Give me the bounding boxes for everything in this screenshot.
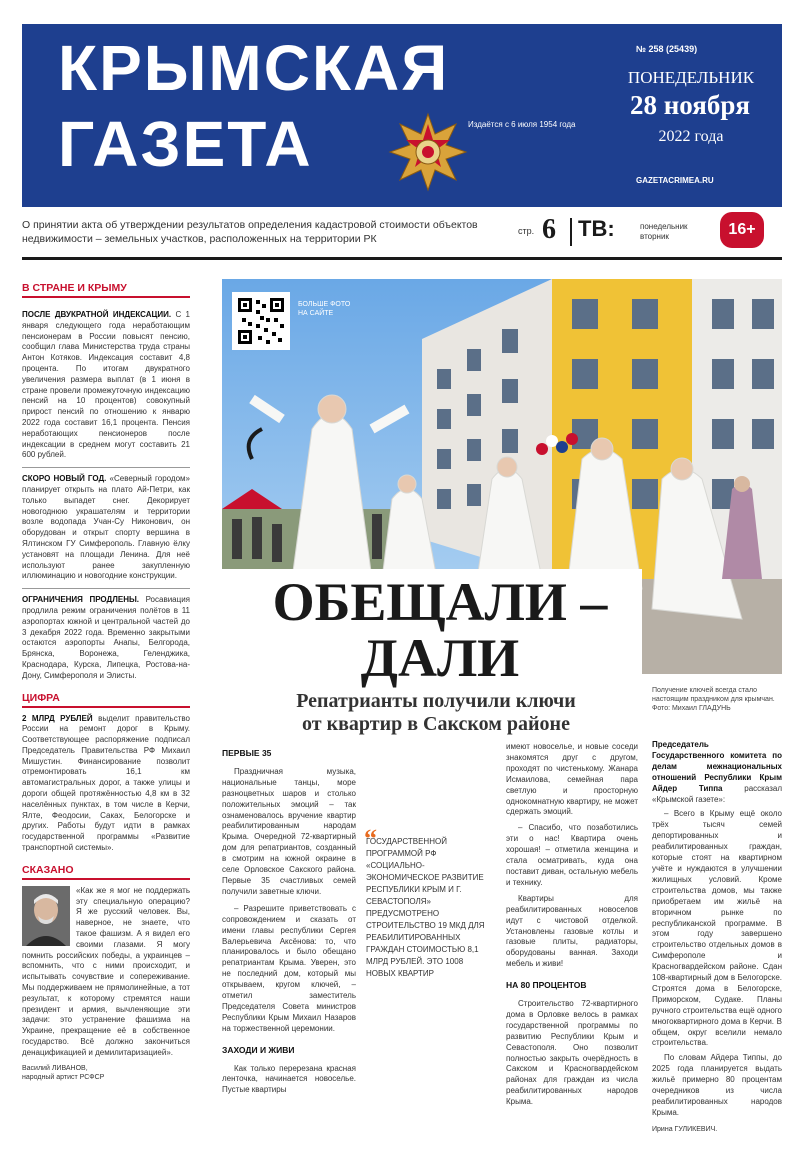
age-rating-badge: 16+ [720,212,764,248]
digit-text [22,714,190,854]
quote-author: Василий ЛИВАНОВ, [22,1064,88,1072]
paragraph: Квартиры для реабилитированных новоселов идут с чистовой отделкой. Установлены газовые котлы и газовые плиты, радиаторы, оборудованы ванная. Заходи мебель и живи! [506,893,638,969]
quote-mark-icon: “ [364,824,377,853]
teaser-divider [570,218,572,246]
photo-caption: Получение ключей всегда стало настоящим праздником для крымчан. Фото: Михаил ГЛАДУНЬ [652,687,775,712]
subheadline-line-1: Репатрианты получили ключи [296,690,576,712]
paragraph: Праздничная музыка, национальные танцы, море разноцветных шаров и столько положительных эмоций – так ознаменовалось вручение квартир реабилитированным народам Крыма. Очередной 72-квартирный дом для репатриантов, созданный в смотрим на южной окраине в селе Орловское Сакского района. Первые 35 счастливых семей получили заветные ключи. [222,766,356,896]
article-author: Ирина ГУЛИКЕВИЧ. [652,1125,718,1133]
paragraph: – Спасибо, что позаботились эти о нас! Квартира очень хорошая! – отметила женщина и стала осматривать, куда она поставит диван, остальную мебель и технику. [506,823,638,887]
pull-quote: ГОСУДАРСТВЕННОЙ ПРОГРАММОЙ РФ «СОЦИАЛЬНО-ЭКОНОМИЧЕСКОЕ РАЗВИТИЕ РЕСПУБЛИКИ КРЫМ И Г. СЕВАСТОПОЛЯ» ПРЕДУСМОТРЕНО СТРОИТЕЛЬСТВО 19 МКД ДЛЯ РЕАБИЛИТИРОВАННЫХ ГРАЖДАН СТОИМОСТЬЮ 8,1 МЛРД РУБЛЕЙ. ЭТО 1008 НОВЫХ КВАРТИР [366,837,485,978]
teaser-page-label: стр. [518,226,535,236]
paragraph: имеют новоселье, и новые соседи знакомятся друг с другом, проходят по чистенькому. Жанара Исмаилова, семейная пара светлую и просторную однокомнатную квартиру, не может сдержать эмоций. [506,742,638,817]
order-emblem-icon [388,112,468,192]
sidebar [22,282,190,1082]
tv-label[interactable]: ТВ: [578,216,615,241]
quote-role: народный артист РСФСР [22,1073,105,1081]
brief-new-year [22,474,190,582]
subheading-80-percent: НА 80 ПРОЦЕНТОВ [506,980,587,991]
weekday: ПОНЕДЕЛЬНИК [627,68,755,87]
subheading-first-35: ПЕРВЫЕ 35 [222,748,272,758]
paragraph: Как только перерезана красная ленточка, начинается новоселье. Пустые квартиры [222,1063,356,1095]
tv-days: понедельник вторник [640,222,688,241]
headline-line-2: ДАЛИ [360,628,520,688]
brief-pension-text: С 1 января следующего года неработающим пенсионерам в России повысят пенсию, сообщил глава Министерства труда страны Антон Котяков. Индексация составит 4,8 процента. По итогам двукратного увеличения размера выплат (в 1 июня в стране провели промежуточную индексацию пенсий на 10 процентов) совокупный прирост пенсий по отношению к январю 2022 года составит 16,1 процента. Пенсия неработающих пенсионеров после индексации в среднем могут составить 21 600 рублей. [22,310,190,460]
divider [22,467,190,468]
brief-pension-lead: ПОСЛЕ ДВУКРАТНОЙ ИНДЕКСАЦИИ. [22,310,172,319]
divider [22,588,190,589]
brief-pension [22,310,190,461]
digit-lead: 2 МЛРД РУБЛЕЙ [22,713,93,723]
section-title-digit: ЦИФРА [22,692,190,708]
subheading-come-live: ЗАХОДИ И ЖИВИ [222,1044,295,1055]
article-column-1 [222,748,356,1096]
paragraph: По словам Айдера Типпы, до 2025 года планируется выдать жильё примерно 80 процентам очередников из числа реабилитированных народов Крыма. [652,1053,782,1117]
section-title-said: СКАЗАНО [22,864,190,880]
paragraph: – Всего в Крыму ещё около трёх тысяч семей депортированных и реабилитированных граждан, которые стоят на квартирном учёте и нуждаются в улучшении жилищных условий. Кроме строительства домов, мы также приобретаем им жильё на вторичном рынке по республиканской программе. В этом году завершено строительство отдельных домов в Симферополе и Красногвардейском районе. Сдан 108-квартирный дом в Белогорске. Строятся дома в Белогорске, Приморском, Судаке. Планы ручного строительства ещё одного многоквартирного дома в Керчи. В общем, округ вселили немало строительства. [652,809,782,1048]
paragraph: Строительство 72-квартирного дома в Орловке велось в рамках государственной программы по развитию Республики Крым и Севастополя. Оно позволит полностью закрыть очерёдность в Сакском и Красногвардейском районах для граждан из числа реабилитированных народов Крыма. [506,999,638,1107]
website[interactable]: GAZETACRIMEA.RU [636,176,714,185]
subheadline-line-2: от квартир в Сакском районе [302,713,570,735]
paragraph [652,740,782,805]
brief-new-year-text: «Северный городом» планирует открыть на плато Ай-Петри, как только выпадет снег. Декорирует новогоднюю украшателям и территории возле водопада Учан-Су Никонович, он оборудован и открыт спорту вершина в Ялтинском ГУ Симферополь. Главную ёлку установят на площади Ленина. Для неё используют ранее закупленную иллюминацию и новогодние конструкции. [22,474,190,581]
digit-body: выделит правительство России на ремонт дорог в Крыму. Соответствующее распоряжение подписал Председатель Правительства РФ Михаил Мишустин. Финансирование позволит отремонтировать 16,1 км автомагистральных дорог, а также улицы и дороги общей протяжённостью 4,8 км в 32 населённых пунктах, в том числе в Керчи, Ялте, Феодосии, Саках, Белогорске и других. Работы будут идти в рамках государственной программы «Развитие транспортной системы». [22,713,190,853]
teaser-text[interactable]: О принятии акта об утверждении результатов определения кадастровой стоимости объектов недвижимости – земельных участков, расположенных на территории РК [22,219,478,245]
lead-speaker-rest: рассказал «Крымской газете»: [652,783,782,804]
headline [240,574,640,686]
brief-flights [22,595,190,681]
quote-block [22,886,190,1059]
top-rule [22,257,782,260]
section-title-news: В СТРАНЕ И КРЫМУ [22,282,190,298]
logo-line-2: ГАЗЕТА [58,108,313,180]
headline-line-1: ОБЕЩАЛИ – [272,572,608,632]
brief-new-year-lead: СКОРО НОВЫЙ ГОД. [22,474,107,484]
article-column-2 [506,742,638,1108]
article-column-3 [652,740,782,1136]
issue-number: № 258 (25439) [636,44,698,54]
issue-year: 2022 года [658,128,724,145]
brief-flights-text: Росавиация продлила режим ограничения полётов в 11 аэропортах южной и центральной частей до 3 декабря 2022 года. Временно закрытыми остаются аэропорты Анапы, Белгорода, Брянска, Воронежа, Геленджика, Краснодара, Курска, Липецка, Ростова-на-Дону, Симферополя и Элисты. [22,595,190,680]
qr-code-icon[interactable] [232,292,290,350]
masthead [22,24,782,207]
issue-date: 28 ноября [629,90,751,120]
qr-caption: БОЛЬШЕ ФОТО НА САЙТЕ [298,301,351,317]
brief-flights-lead: ОГРАНИЧЕНИЯ ПРОДЛЕНЫ. [22,595,140,605]
founded-date: Издаётся с 6 июля 1954 года [468,120,576,129]
logo-line-1: КРЫМСКАЯ [58,32,450,104]
author-photo [22,886,70,946]
paragraph: – Разрешите приветствовать с сопровождением и сказать от имени главы республики Сергея Валерьевича Аксёнова: то, что планировалось и было обещано репатриантам Крыма. Уверен, это не последний дом, который мы открываем, кругом ключей, – отметил заместитель Председателя Совета министров Республики Крым Михаил Назаров на торжественной церемонии. [222,903,356,1033]
teaser-page-number: 6 [542,214,556,245]
subheadline [236,690,636,736]
quote-text: «Как же я мог не поддержать эту специальную операцию? Я же русский человек. Вы, наверное, не знаете, что такое фашизм. А я видел его своими глазами. Я могу помнить российских победы, а украинцев – вспомнить, что с ними происходит, и испытывать сочувствие и сопереживание. Мы поддерживаем не прямолинейные, а тот результат, к которому стремятся наши президент и армия, вычленяющие эти задачи: это устранение фашизма на Украине, прекращение её в собственное государство. Всё должно закончиться денацификацией и демилитаризацией». [22,885,190,1057]
lead-speaker: Председатель Государственного комитета по делам межнациональных отношений Республики Крым Айдер Типпа [652,740,782,793]
